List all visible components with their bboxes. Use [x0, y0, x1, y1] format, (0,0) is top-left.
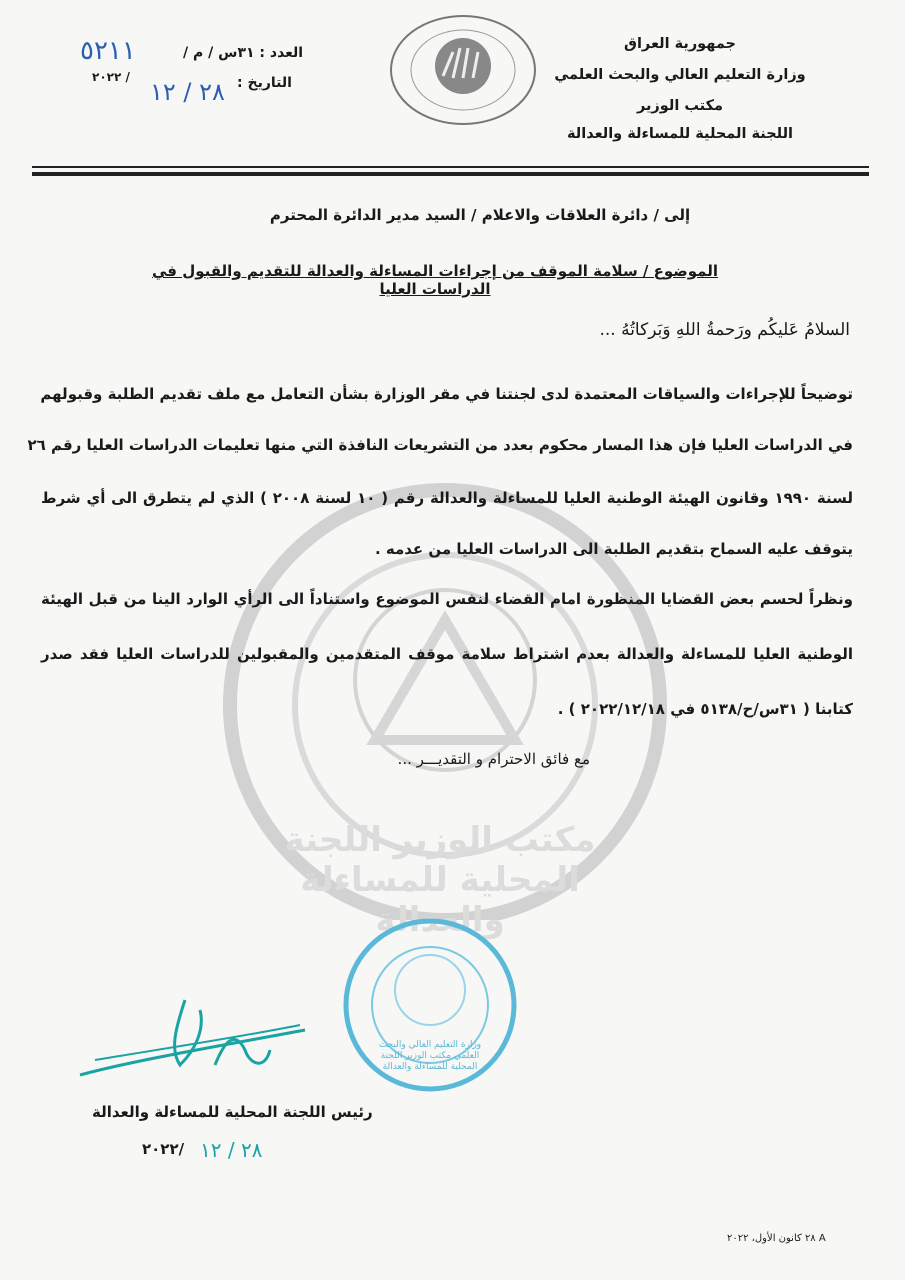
- subject: الموضوع / سلامة الموقف من إجراءات المساءلة والعدالة للتقديم والقبول في الدراسات العليا: [151, 262, 718, 298]
- footer-date-stamp: A ٢٨ كانون الأول، ٢٠٢٢: [727, 1233, 826, 1244]
- body-line: يتوقف عليه السماح بتقديم الطلبة الى الدراسات العليا من عدمه .: [374, 540, 853, 558]
- watermark-text: مكتب الوزير اللجنة المحلية للمساءلة والعدالة: [284, 820, 596, 940]
- signatory-title: رئيس اللجنة المحلية للمساءلة والعدالة: [92, 1103, 373, 1121]
- reference-number-label: العدد : ٣١س / م /: [183, 45, 304, 61]
- letterhead-line-2: وزارة التعليم العالي والبحث العلمي: [554, 67, 806, 83]
- letterhead-line-4: اللجنة المحلية للمساءلة والعدالة: [567, 126, 793, 142]
- reference-date-label: التاريخ :: [237, 75, 292, 91]
- header-divider: [32, 172, 869, 176]
- body-line: ونظراً لحسم بعض القضايا المنظورة امام القضاء لنفس الموضوع واستناداً الى الرأي الوارد الينا من قبل الهيئة: [41, 590, 853, 608]
- signature: [75, 990, 315, 1080]
- signatory-date-handwritten: ٢٨ / ١٢: [200, 1138, 263, 1162]
- body-line: الوطنية العليا للمساءلة والعدالة بعدم اشتراط سلامة موقف المتقدمين والمقبولين للدراسات العليا فقد صدر: [41, 645, 853, 663]
- letterhead-line-1: جمهورية العراق: [623, 36, 737, 52]
- closing: مع فائق الاحترام و التقديـــر ...: [397, 750, 590, 768]
- addressee: إلى / دائرة العلاقات والاعلام / السيد مدير الدائرة المحترم: [269, 206, 691, 224]
- letterhead-line-3: مكتب الوزير: [636, 98, 724, 114]
- header-divider: [32, 166, 869, 168]
- reference-date-year: / ٢٠٢٢: [92, 70, 130, 84]
- body-line: في الدراسات العليا فإن هذا المسار محكوم بعدد من التشريعات النافذة التي منها تعليمات الدراسات العليا رقم ٢٦: [27, 436, 853, 454]
- stamp-text: وزارة التعليم العالي والبحث العلمي مكتب الوزير اللجنة المحلية للمساءلة والعدالة: [378, 1040, 482, 1072]
- reference-number-handwritten: ٥٢١١: [80, 36, 136, 66]
- signatory-date-year: ٢٠٢٢/: [142, 1140, 185, 1158]
- greeting: السلامُ عَليكُم ورَحمةُ اللهِ وَبَركاتُهُ ...: [599, 320, 850, 340]
- body-line: كتابنا ( ٣١س/ح/٥١٣٨ في ٢٠٢٢/١٢/١٨ ) .: [557, 700, 853, 718]
- ministry-seal-logo: [388, 14, 538, 126]
- body-line: لسنة ١٩٩٠ وقانون الهيئة الوطنية العليا للمساءلة والعدالة رقم ( ١٠ لسنة ٢٠٠٨ ) الذي لم يتطرق الى أي شرط: [41, 489, 854, 507]
- body-line: توضيحاً للإجراءات والسياقات المعتمدة لدى لجنتنا في مقر الوزارة بشأن التعامل مع ملف تقديم الطلبة وقبولهم: [40, 385, 853, 403]
- reference-date-handwritten: ٢٨ / ١٢: [150, 78, 225, 106]
